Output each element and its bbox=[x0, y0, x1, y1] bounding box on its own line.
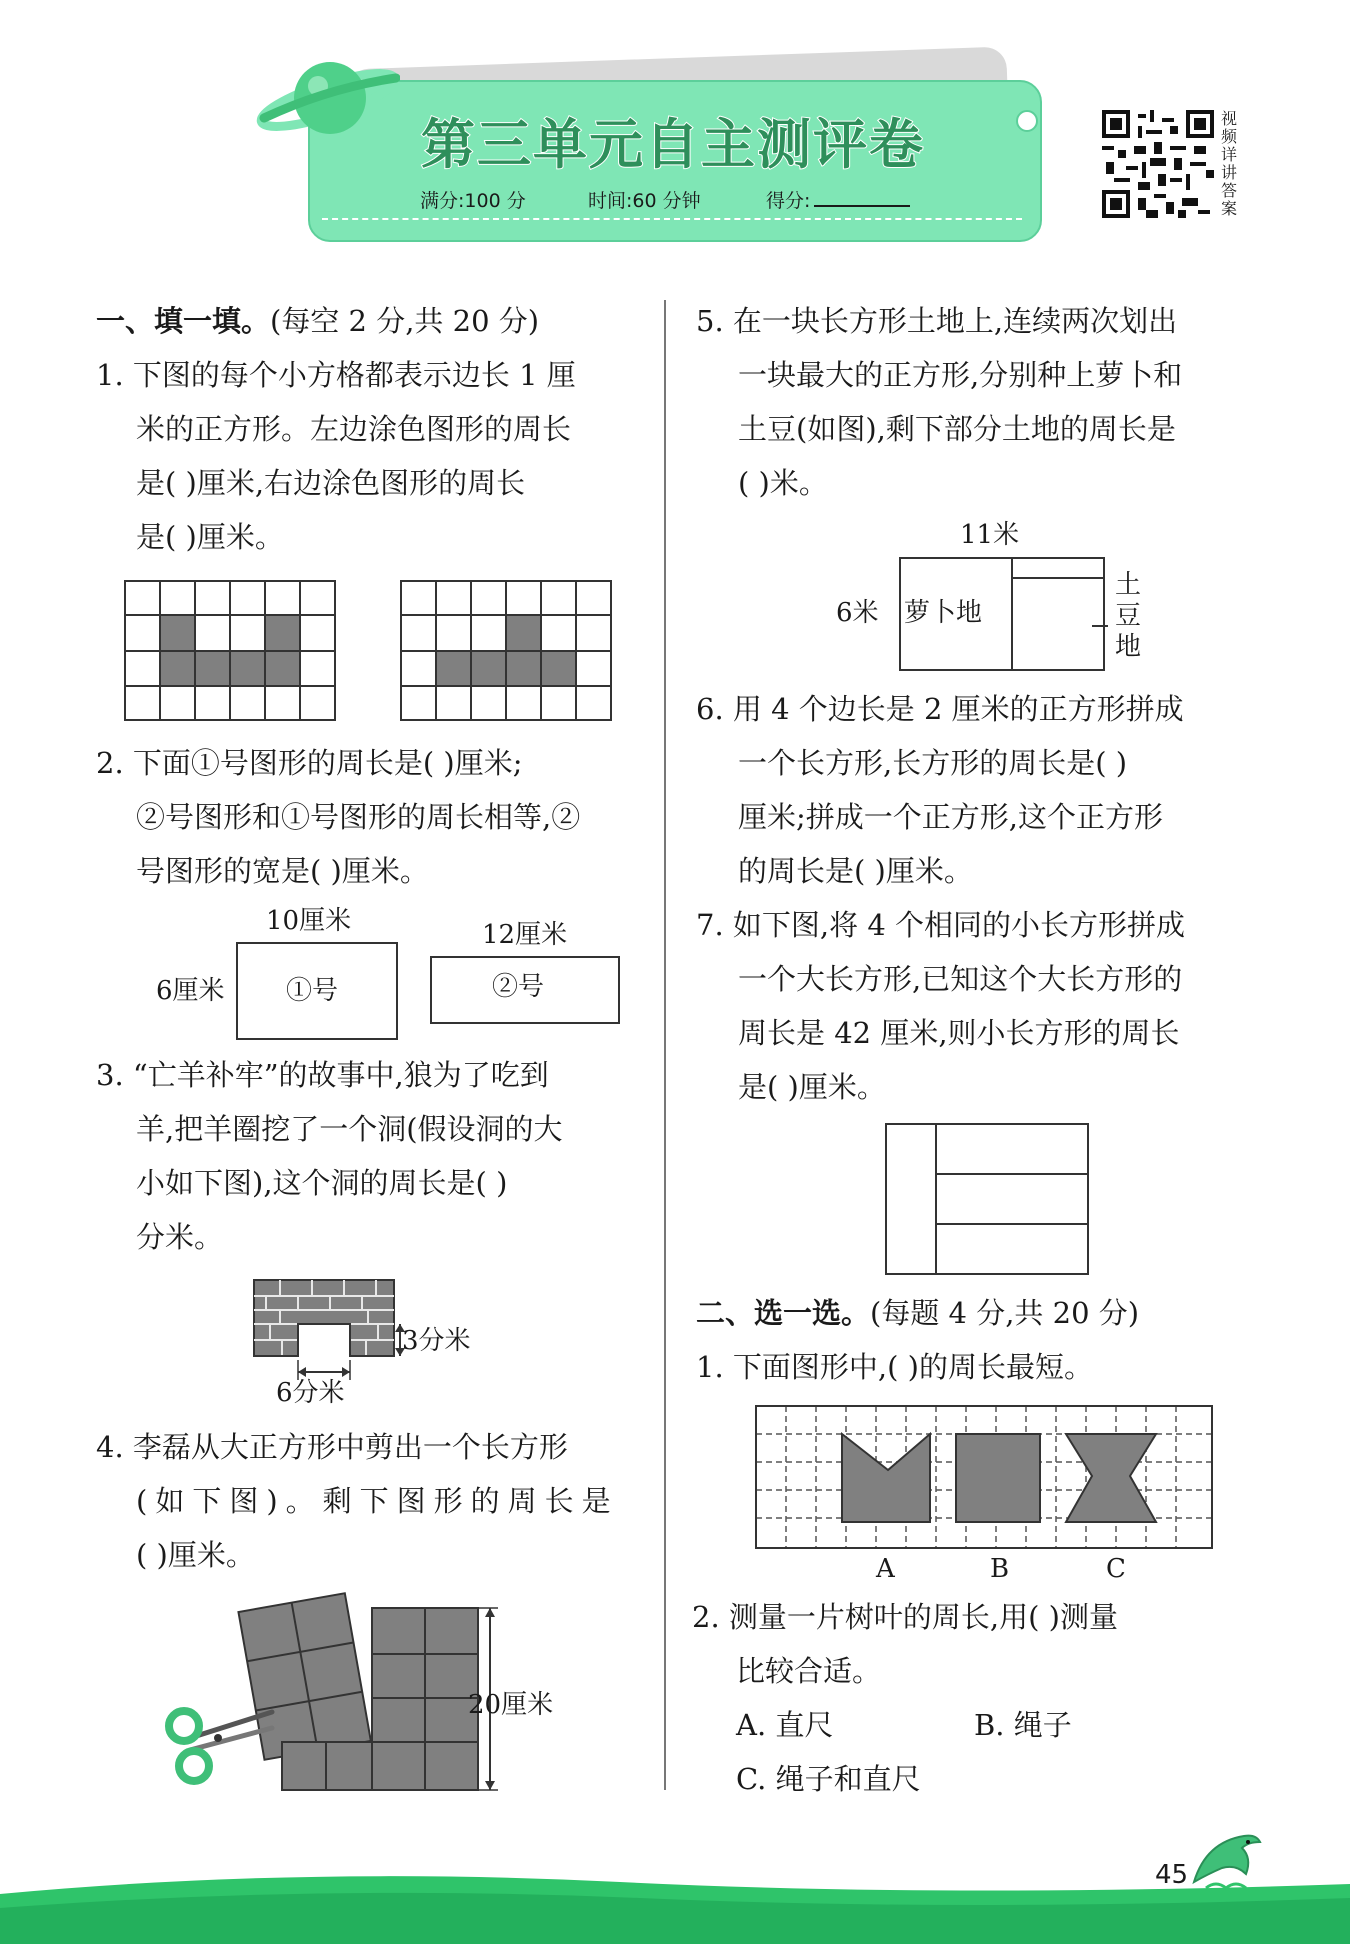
q5-potato-char: 土 bbox=[1114, 570, 1141, 600]
q3-line: 小如下图),这个洞的周长是( ) bbox=[136, 1166, 508, 1200]
q3-line: 分米。 bbox=[136, 1220, 224, 1254]
q7-line: 周长是 42 厘米,则小长方形的周长 bbox=[738, 1016, 1180, 1050]
section-2-heading bbox=[696, 1286, 1139, 1340]
q3-height-label: 3分米 bbox=[402, 1326, 471, 1356]
qr-code-icon[interactable] bbox=[1102, 110, 1214, 218]
q7-line: 7. 如下图,将 4 个相同的小长方形拼成 bbox=[696, 908, 1185, 942]
banner-dashed-line bbox=[322, 218, 1022, 220]
q2-rect1-label: ①号 bbox=[286, 976, 339, 1006]
s2-q1-option-b-label: B bbox=[990, 1554, 1010, 1584]
score-label: 得分: bbox=[766, 190, 811, 212]
dolphin-icon bbox=[1186, 1828, 1266, 1894]
q6-line: 一个长方形,长方形的周长是( ) bbox=[738, 746, 1128, 780]
q4-side-label: 20厘米 bbox=[468, 1690, 554, 1720]
q5-radish-label: 萝卜地 bbox=[904, 598, 983, 628]
q5-potato-label bbox=[1112, 570, 1144, 663]
q7-line: 是( )厘米。 bbox=[738, 1070, 886, 1104]
s2-q1-option-c-label: C bbox=[1106, 1554, 1126, 1584]
time-limit: 时间:60 分钟 bbox=[588, 190, 701, 212]
q7-line: 一个大长方形,已知这个大长方形的 bbox=[738, 962, 1183, 996]
full-score: 满分:100 分 bbox=[420, 190, 526, 212]
q2-rect1-top-label: 10厘米 bbox=[266, 906, 352, 936]
column-divider bbox=[664, 300, 666, 1790]
page-title: 第三单元自主测评卷 bbox=[421, 113, 925, 176]
q4-line: ( )厘米。 bbox=[136, 1538, 255, 1572]
s2-q2-line: 比较合适。 bbox=[736, 1654, 882, 1688]
section-2-note: (每题 4 分,共 20 分) bbox=[870, 1296, 1140, 1330]
section-1-title: 一、填一填。 bbox=[96, 304, 271, 338]
footer-wave bbox=[0, 1858, 1350, 1944]
q1-line: 米的正方形。左边涂色图形的周长 bbox=[136, 412, 572, 446]
s2-q2-line: 2. 测量一片树叶的周长,用( )测量 bbox=[692, 1600, 1118, 1634]
q1-grid-right bbox=[400, 580, 614, 722]
s2-q1-line: 1. 下面图形中,( )的周长最短。 bbox=[696, 1350, 1093, 1384]
s2-q2-option-c: C. 绳子和直尺 bbox=[736, 1762, 921, 1796]
score-blank bbox=[814, 205, 910, 207]
q2-rect2-top-label: 12厘米 bbox=[482, 920, 568, 950]
q2-line: 号图形的宽是( )厘米。 bbox=[136, 854, 429, 888]
q5-potato-char: 豆 bbox=[1114, 601, 1141, 631]
q2-rect1-left-label: 6厘米 bbox=[156, 976, 225, 1006]
q1-line: 1. 下图的每个小方格都表示边长 1 厘 bbox=[96, 358, 576, 392]
q3-line: 羊,把羊圈挖了一个洞(假设洞的大 bbox=[136, 1112, 563, 1146]
q5-line: 土豆(如图),剩下部分土地的周长是 bbox=[738, 412, 1176, 446]
s2-q2-option-a: A. 直尺 bbox=[736, 1708, 834, 1742]
q2-line: 2. 下面①号图形的周长是( )厘米; bbox=[96, 746, 523, 780]
q2-line: ②号图形和①号图形的周长相等,② bbox=[136, 800, 581, 834]
q6-line: 的周长是( )厘米。 bbox=[738, 854, 973, 888]
q5-line: 一块最大的正方形,分别种上萝卜和 bbox=[738, 358, 1183, 392]
section-1-heading bbox=[96, 294, 539, 348]
s2-q2-option-b: B. 绳子 bbox=[974, 1708, 1072, 1742]
q5-potato-char: 地 bbox=[1114, 632, 1141, 662]
q5-line: 5. 在一块长方形土地上,连续两次划出 bbox=[696, 304, 1178, 338]
q2-rect2-label: ②号 bbox=[492, 972, 545, 1002]
q5-top-label: 11米 bbox=[960, 520, 1020, 550]
q4-line: (如下图)。剩下图形的周长是 bbox=[136, 1484, 619, 1518]
q1-grid-left bbox=[124, 580, 338, 722]
page-number: 45 bbox=[1155, 1860, 1189, 1890]
s2-q1-option-a-label: A bbox=[876, 1554, 895, 1584]
q6-line: 厘米;拼成一个正方形,这个正方形 bbox=[738, 800, 1163, 834]
section-1-note: (每空 2 分,共 20 分) bbox=[270, 304, 540, 338]
q5-line: ( )米。 bbox=[738, 466, 828, 500]
score-field bbox=[766, 186, 910, 213]
q1-line: 是( )厘米。 bbox=[136, 520, 284, 554]
q3-width-label: 6分米 bbox=[276, 1378, 345, 1408]
q6-line: 6. 用 4 个边长是 2 厘米的正方形拼成 bbox=[696, 692, 1184, 726]
q3-line: 3. “亡羊补牢”的故事中,狼为了吃到 bbox=[96, 1058, 549, 1092]
q4-line: 4. 李磊从大正方形中剪出一个长方形 bbox=[96, 1430, 568, 1464]
q7-rectangles-figure bbox=[884, 1122, 1090, 1278]
qr-label: 视频详讲答案 bbox=[1220, 109, 1237, 218]
scissors-icon bbox=[160, 1698, 280, 1790]
s2-q1-shapes-figure bbox=[754, 1404, 1216, 1552]
section-2-title: 二、选一选。 bbox=[696, 1296, 871, 1330]
q1-line: 是( )厘米,右边涂色图形的周长 bbox=[136, 466, 526, 500]
q5-left-label: 6米 bbox=[836, 598, 879, 628]
